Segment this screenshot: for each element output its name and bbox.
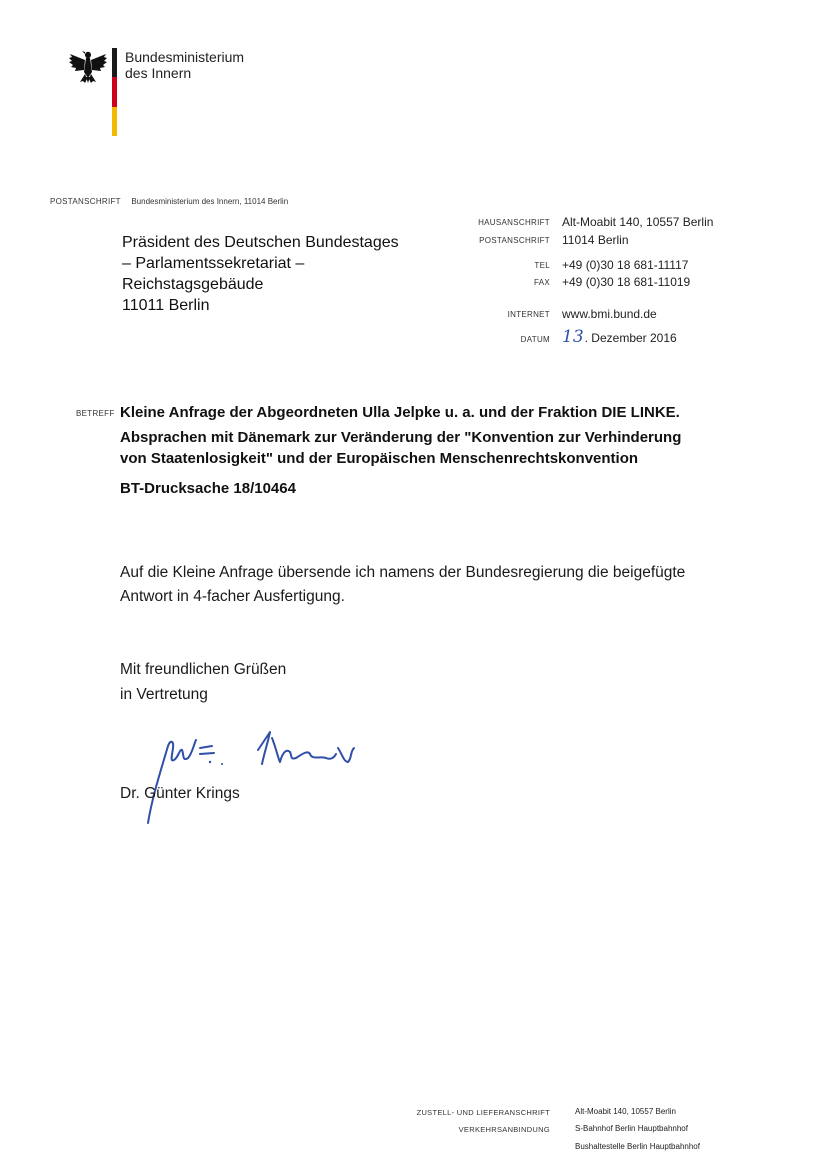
footer-verkehr-value-1: S-Bahnhof Berlin Hauptbahnhof [575,1124,688,1133]
internet-label: INTERNET [507,310,550,319]
footer-verkehr-row [380,1124,780,1136]
footer-verkehr-value-2: Bushaltestelle Berlin Hauptbahnhof [575,1142,700,1151]
subject-block [120,402,780,499]
postanschrift-label-right: POSTANSCHRIFT [479,236,550,245]
subject-line-1: Kleine Anfrage der Abgeordneten Ulla Jelpke u. a. und der Fraktion DIE LINKE. [120,404,680,421]
letter-body [120,561,760,609]
recipient-line-2: – Parlamentssekretariat – [122,255,305,272]
footer-verkehr-label: VERKEHRSANBINDUNG [458,1125,550,1134]
recipient-line-4: 11011 Berlin [122,297,210,314]
subject-line-2: Absprachen mit Dänemark zur Veränderung der "Konvention zur Verhinderung [120,429,682,446]
postanschrift-value: Bundesministerium des Innern, 11014 Berlin [131,197,289,206]
return-address-line [50,191,288,209]
german-flag-bar [112,48,117,136]
flag-stripe-red [112,77,117,106]
tel-label: TEL [534,261,550,270]
hausanschrift-row [400,215,730,229]
closing-block [120,657,286,707]
footer-zustell-value: Alt-Moabit 140, 10557 Berlin [575,1107,676,1116]
footer-zustell-label: ZUSTELL- UND LIEFERANSCHRIFT [416,1108,550,1117]
recipient-line-3: Reichstagsgebäude [122,276,264,293]
fax-row [400,275,730,289]
handwritten-signature [130,718,370,828]
datum-label: DATUM [520,335,550,344]
internet-row [400,307,730,321]
hausanschrift-label: HAUSANSCHRIFT [478,218,550,227]
tel-value: +49 (0)30 18 681-11117 [562,258,689,272]
postanschrift-row [400,233,730,247]
drucksache-number: BT-Drucksache 18/10464 [120,480,296,497]
vertretung: in Vertretung [120,686,208,703]
internet-value: www.bmi.bund.de [562,307,657,321]
footer-zustell-row [380,1107,780,1119]
fax-label: FAX [533,278,550,287]
ministry-name [125,49,244,81]
datum-row [400,327,730,347]
fax-value: +49 (0)30 18 681-11019 [562,275,691,289]
betreff-label: BETREFF [76,409,115,418]
flag-stripe-gold [112,107,117,136]
subject-line-3: von Staatenlosigkeit" und der Europäischen Menschenrechtskonvention [120,450,639,467]
footer-verkehr-row-2 [380,1142,780,1154]
recipient-line-1: Präsident des Deutschen Bundestages [122,234,399,251]
recipient-address [122,232,399,316]
datum-day-handwritten: 13 [562,327,584,347]
postanschrift-value-right: 11014 Berlin [562,233,629,247]
body-line-2: Antwort in 4-facher Ausfertigung. [120,588,345,605]
hausanschrift-value: Alt-Moabit 140, 10557 Berlin [562,215,714,229]
signer-name: Dr. Günter Krings [120,785,240,802]
flag-stripe-black [112,48,117,77]
datum-month-year: . Dezember 2016 [584,331,677,345]
ministry-line-1: Bundesministerium [125,49,245,65]
ministry-line-2: des Innern [125,65,192,81]
greeting: Mit freundlichen Grüßen [120,661,287,678]
postanschrift-label: POSTANSCHRIFT [50,197,121,206]
datum-value [562,327,677,347]
tel-row [400,258,730,272]
body-line-1: Auf die Kleine Anfrage übersende ich namens der Bundesregierung die beigefügte [120,564,686,581]
federal-eagle-icon [68,48,108,84]
